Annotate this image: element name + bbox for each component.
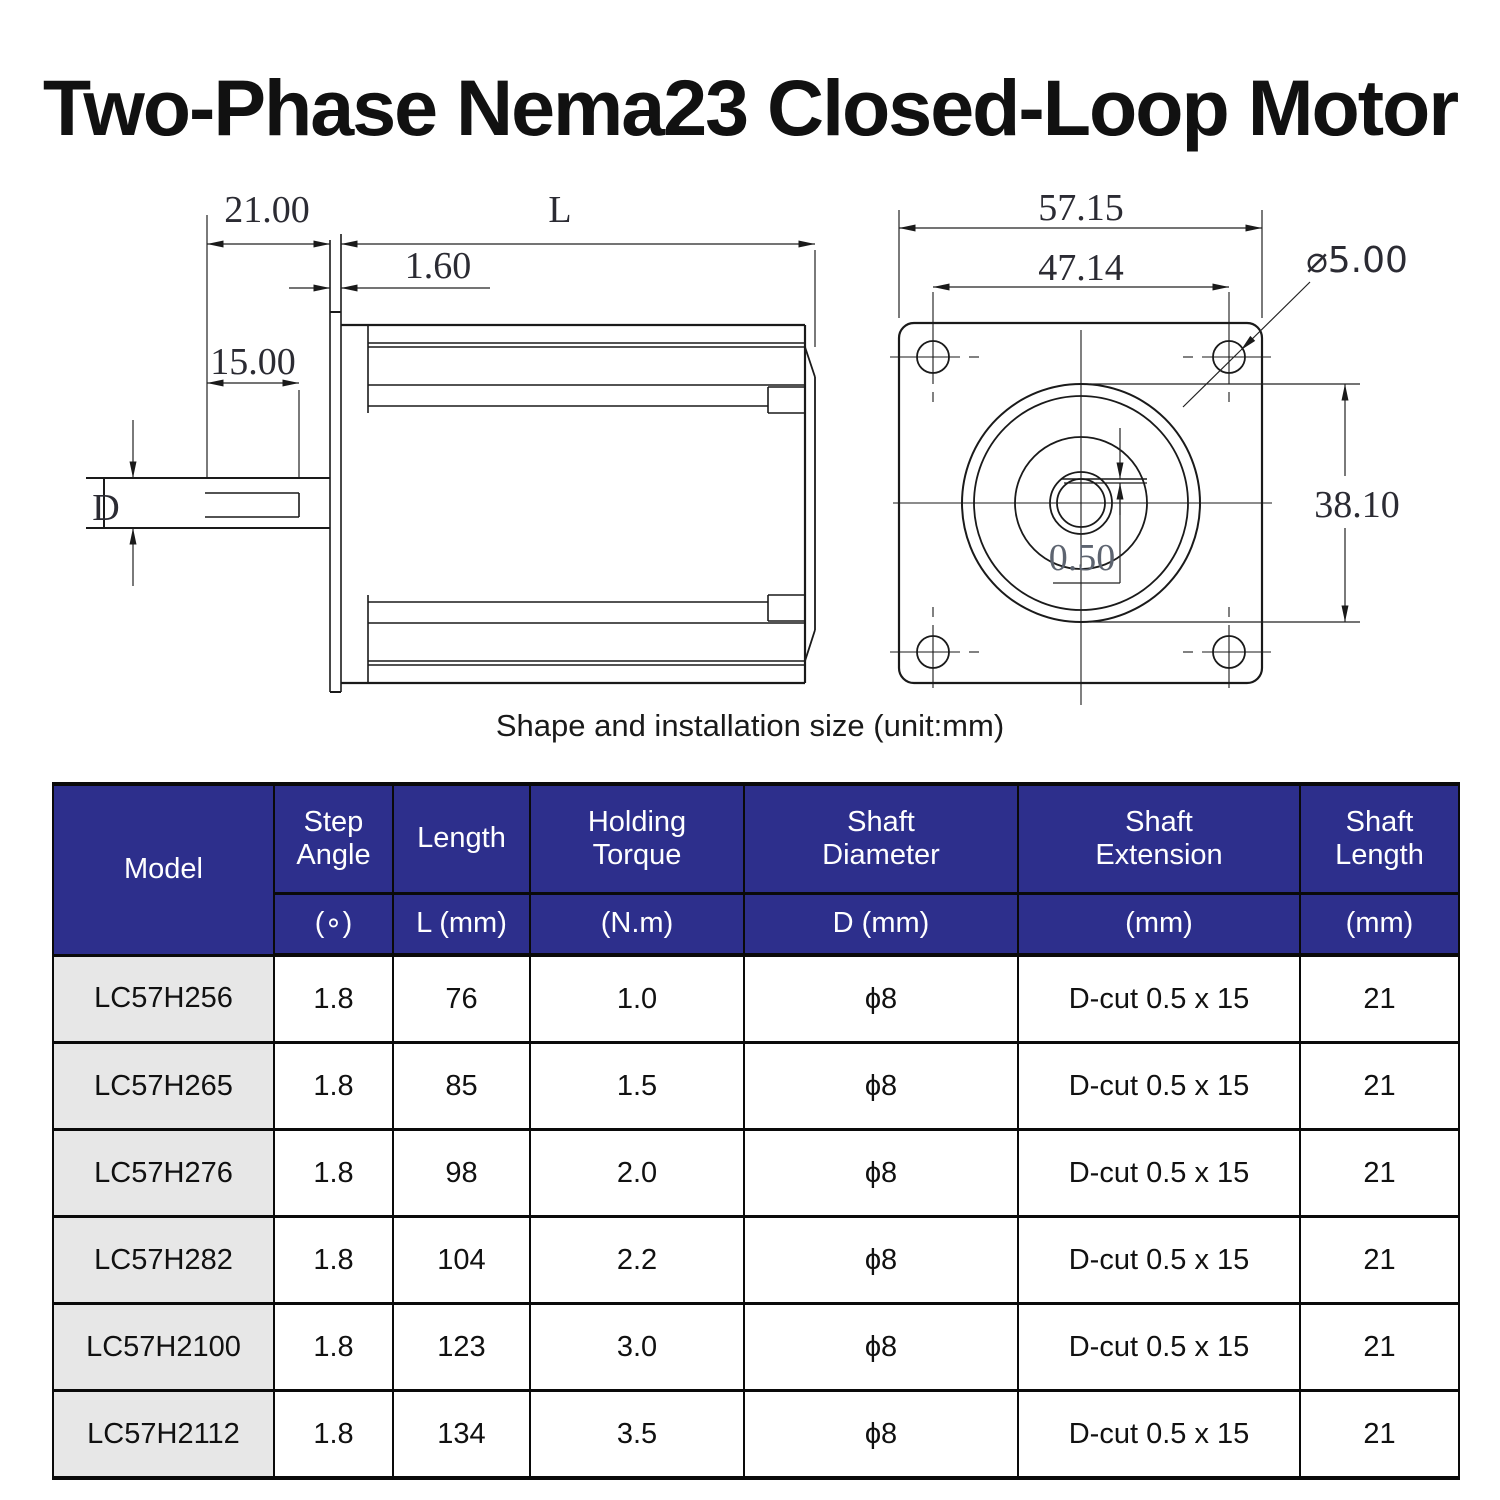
col-header-shaft-extension: Shaft Extension bbox=[1018, 784, 1300, 894]
cell-torque: 2.0 bbox=[530, 1130, 744, 1217]
cell-length: 134 bbox=[393, 1391, 530, 1479]
cell-step: 1.8 bbox=[274, 1043, 393, 1130]
dim-flat-depth: 0.50 bbox=[1048, 537, 1116, 579]
cell-torque: 1.5 bbox=[530, 1043, 744, 1130]
cell-diameter: ϕ8 bbox=[744, 1043, 1018, 1130]
cell-step: 1.8 bbox=[274, 1391, 393, 1479]
cell-extension: D-cut 0.5 x 15 bbox=[1018, 1217, 1300, 1304]
table-row bbox=[53, 1217, 1459, 1304]
technical-drawing bbox=[0, 170, 1500, 715]
dim-shaft-diameter: D bbox=[92, 487, 120, 529]
cell-model: LC57H276 bbox=[53, 1130, 274, 1217]
col-header-shaft-diameter: Shaft Diameter bbox=[744, 784, 1018, 894]
cell-torque: 2.2 bbox=[530, 1217, 744, 1304]
col-header-shaft-length: Shaft Length bbox=[1300, 784, 1459, 894]
cell-step: 1.8 bbox=[274, 955, 393, 1043]
col-unit-holding-torque: (N.m) bbox=[530, 894, 744, 956]
col-unit-step-angle: (∘) bbox=[274, 894, 393, 956]
dim-flange-width: 57.15 bbox=[1038, 187, 1124, 229]
cell-extension: D-cut 0.5 x 15 bbox=[1018, 1304, 1300, 1391]
cell-length: 85 bbox=[393, 1043, 530, 1130]
cell-model: LC57H256 bbox=[53, 955, 274, 1043]
dim-pilot-diameter: 38.10 bbox=[1314, 484, 1400, 526]
cell-step: 1.8 bbox=[274, 1304, 393, 1391]
col-unit-length: L (mm) bbox=[393, 894, 530, 956]
cell-torque: 3.0 bbox=[530, 1304, 744, 1391]
cell-model: LC57H265 bbox=[53, 1043, 274, 1130]
cell-model: LC57H2112 bbox=[53, 1391, 274, 1479]
table-row bbox=[53, 1304, 1459, 1391]
cell-shaft-length: 21 bbox=[1300, 1304, 1459, 1391]
cell-length: 76 bbox=[393, 955, 530, 1043]
cell-torque: 3.5 bbox=[530, 1391, 744, 1479]
cell-model: LC57H282 bbox=[53, 1217, 274, 1304]
col-header-holding-torque: Holding Torque bbox=[530, 784, 744, 894]
dim-flat-length: 15.00 bbox=[210, 341, 296, 383]
col-unit-shaft-diameter: D (mm) bbox=[744, 894, 1018, 956]
cell-diameter: ϕ8 bbox=[744, 1130, 1018, 1217]
side-view-dimensions bbox=[92, 189, 815, 586]
table-row bbox=[53, 1130, 1459, 1217]
cell-extension: D-cut 0.5 x 15 bbox=[1018, 1391, 1300, 1479]
col-header-model: Model bbox=[53, 784, 274, 955]
cell-shaft-length: 21 bbox=[1300, 1043, 1459, 1130]
dim-flange-thickness: 1.60 bbox=[404, 245, 472, 287]
dim-hole-diameter: ⌀5.00 bbox=[1306, 240, 1408, 281]
cell-shaft-length: 21 bbox=[1300, 1130, 1459, 1217]
col-unit-shaft-extension: (mm) bbox=[1018, 894, 1300, 956]
cell-shaft-length: 21 bbox=[1300, 955, 1459, 1043]
page-title: Two-Phase Nema23 Closed-Loop Motor bbox=[42, 63, 1458, 152]
dim-hole-spacing: 47.14 bbox=[1038, 247, 1124, 289]
col-header-length: Length bbox=[393, 784, 530, 894]
cell-extension: D-cut 0.5 x 15 bbox=[1018, 1043, 1300, 1130]
motor-side-view bbox=[86, 234, 815, 692]
cell-model: LC57H2100 bbox=[53, 1304, 274, 1391]
cell-shaft-length: 21 bbox=[1300, 1391, 1459, 1479]
motor-front-view bbox=[890, 292, 1272, 705]
cell-diameter: ϕ8 bbox=[744, 1217, 1018, 1304]
table-row bbox=[53, 1391, 1459, 1479]
table-row bbox=[53, 1043, 1459, 1130]
cell-shaft-length: 21 bbox=[1300, 1217, 1459, 1304]
cell-length: 123 bbox=[393, 1304, 530, 1391]
dim-shaft-extension: 21.00 bbox=[224, 189, 310, 231]
cell-torque: 1.0 bbox=[530, 955, 744, 1043]
spec-table bbox=[52, 782, 1460, 1480]
cell-extension: D-cut 0.5 x 15 bbox=[1018, 955, 1300, 1043]
cell-step: 1.8 bbox=[274, 1217, 393, 1304]
cell-diameter: ϕ8 bbox=[744, 1304, 1018, 1391]
cell-diameter: ϕ8 bbox=[744, 955, 1018, 1043]
col-header-step-angle: Step Angle bbox=[274, 784, 393, 894]
cell-length: 98 bbox=[393, 1130, 530, 1217]
cell-length: 104 bbox=[393, 1217, 530, 1304]
cell-diameter: ϕ8 bbox=[744, 1391, 1018, 1479]
cell-step: 1.8 bbox=[274, 1130, 393, 1217]
table-row bbox=[53, 955, 1459, 1043]
drawing-caption: Shape and installation size (unit:mm) bbox=[495, 708, 1005, 743]
cell-extension: D-cut 0.5 x 15 bbox=[1018, 1130, 1300, 1217]
dim-body-length: L bbox=[548, 189, 572, 231]
col-unit-shaft-length: (mm) bbox=[1300, 894, 1459, 956]
